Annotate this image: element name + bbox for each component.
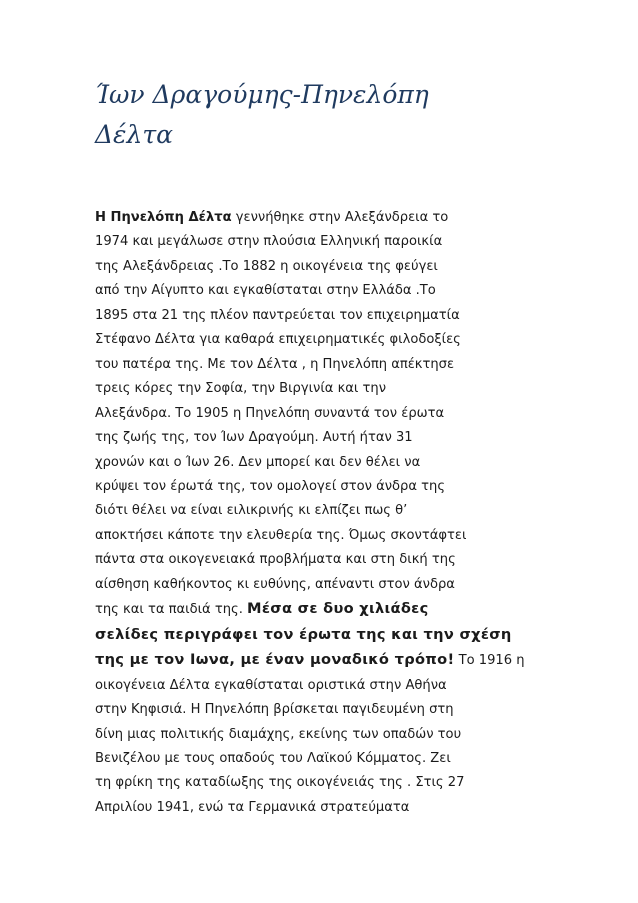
text-segment: από την Αίγυπτο και εγκαθίσταται στην Ελλάδα .Το — [95, 283, 436, 299]
text-line — [95, 304, 555, 328]
text-segment: της με τον Ιωνα, με έναν μοναδικό τρόπο! — [95, 651, 455, 669]
text-line — [95, 206, 555, 230]
text-segment: Μέσα σε δυο χιλιάδες — [247, 600, 429, 618]
text-line — [95, 279, 555, 303]
text-segment: 1895 στα 21 της πλέον παντρεύεται τον επιχειρηματία — [95, 307, 460, 323]
text-line — [95, 597, 555, 622]
text-segment: της Αλεξάνδρειας .Το 1882 η οικογένεια της φεύγει — [95, 258, 438, 274]
text-segment: Βενιζέλου με τους οπαδούς του Λαϊκού Κόμματος. Ζει — [95, 750, 451, 766]
text-line — [95, 475, 555, 499]
text-segment: οικογένεια Δέλτα εγκαθίσταται οριστικά στην Αθήνα — [95, 677, 447, 693]
body-paragraph — [95, 206, 555, 820]
text-line — [95, 255, 555, 279]
text-segment: χρονών και ο Ίων 26. Δεν μπορεί και δεν θέλει να — [95, 454, 421, 470]
text-line — [95, 426, 555, 450]
text-segment: του πατέρα της. Με τον Δέλτα , η Πηνελόπη απέκτησε — [95, 356, 455, 372]
text-segment: Το 1916 η — [454, 653, 525, 669]
text-line — [95, 353, 555, 377]
text-line — [95, 451, 555, 475]
text-line — [95, 230, 555, 254]
text-segment: τρεις κόρες την Σοφία, την Βιργινία και την — [95, 381, 387, 397]
text-line — [95, 402, 555, 426]
text-segment: σελίδες περιγράφει τον έρωτα της και την σχέση — [95, 625, 512, 643]
text-segment: διότι θέλει να είναι ειλικρινής κι ελπίζει πως θ’ — [95, 503, 408, 519]
text-segment: γεννήθηκε στην Αλεξάνδρεια το — [231, 210, 449, 225]
text-segment: αίσθηση καθήκοντος κι ευθύνης, απέναντι στον άνδρα — [95, 576, 455, 592]
text-segment: δίνη μιας πολιτικής διαμάχης, εκείνης των οπαδών του — [95, 726, 462, 742]
text-segment: κρύψει τον έρωτά της, τον ομολογεί στον άνδρα της — [95, 478, 446, 494]
text-line — [95, 623, 555, 648]
document-title — [95, 75, 565, 155]
text-line — [95, 674, 555, 698]
title-line: Δέλτα — [95, 120, 174, 149]
text-segment: Αλεξάνδρα. Το 1905 η Πηνελόπη συναντά τον έρωτα — [95, 405, 445, 421]
text-line — [95, 377, 555, 401]
text-line — [95, 328, 555, 352]
text-line — [95, 524, 555, 548]
text-segment: τη φρίκη της καταδίωξης της οικογένειάς της . Στις 27 — [95, 775, 465, 791]
text-segment: Στέφανο Δέλτα για καθαρά επιχειρηματικές φιλοδοξίες — [95, 332, 461, 348]
text-segment: αποκτήσει κάποτε την ελευθερία της. Όμως σκοντάφτει — [95, 527, 467, 543]
text-line — [95, 548, 555, 572]
text-line — [95, 648, 555, 673]
text-segment: Η Πηνελόπη Δέλτα — [95, 210, 232, 225]
text-segment: της ζωής της, τον Ίων Δραγούμη. Αυτή ήταν 31 — [95, 430, 413, 446]
text-segment: πάντα στα οικογενειακά προβλήματα και στη δική της — [95, 552, 456, 568]
text-segment: 1974 και μεγάλωσε στην πλούσια Ελληνική παροικία — [95, 234, 443, 250]
text-line — [95, 573, 555, 597]
text-line — [95, 499, 555, 523]
title-line: Ίων Δραγούμης-Πηνελόπη — [95, 80, 429, 109]
text-segment: της και τα παιδιά της. — [95, 602, 248, 618]
text-line — [95, 723, 555, 747]
text-segment: Απριλίου 1941, ενώ τα Γερμανικά στρατεύματα — [95, 799, 410, 815]
text-segment: στην Κηφισιά. Η Πηνελόπη βρίσκεται παγιδευμένη στη — [95, 702, 454, 718]
text-line — [95, 771, 555, 795]
text-line — [95, 698, 555, 722]
text-line — [95, 796, 555, 820]
text-line — [95, 747, 555, 771]
